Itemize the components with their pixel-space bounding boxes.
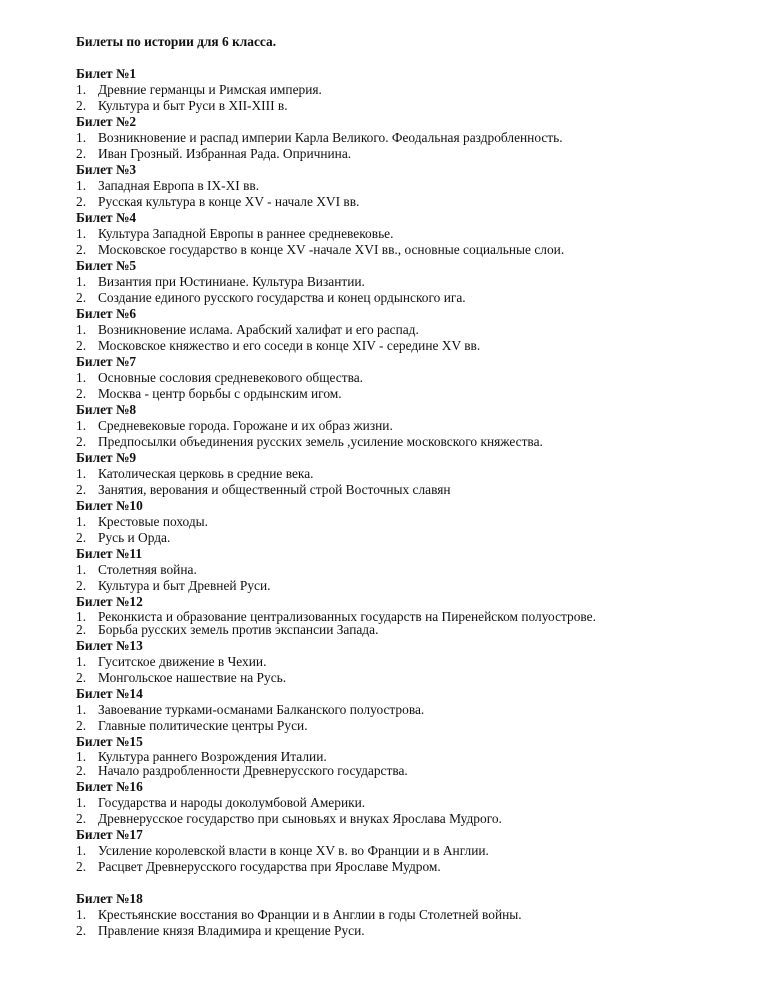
ticket-question: 2. Московское княжество и его соседи в конце XIV - середине XV вв. xyxy=(76,338,481,353)
ticket-question: 1. Средневековые города. Горожане и их образ жизни. xyxy=(76,418,393,433)
ticket-question: 2. Русская культура в конце XV - начале XVI вв. xyxy=(76,194,360,209)
ticket-question: 2. Культура и быт Руси в XII-XIII в. xyxy=(76,98,288,113)
ticket-question: 1. Крестовые походы. xyxy=(76,514,209,529)
ticket-heading: Билет №9 xyxy=(76,450,137,465)
ticket-question: 2. Москва - центр борьбы с ордынским игом. xyxy=(76,386,342,401)
ticket-question: 1. Столетняя война. xyxy=(76,562,197,577)
ticket-heading: Билет №5 xyxy=(76,258,137,273)
ticket-question: 2. Правление князя Владимира и крещение Руси. xyxy=(76,923,365,938)
ticket-heading: Билет №1 xyxy=(76,66,137,81)
ticket-question: 1. Католическая церковь в средние века. xyxy=(76,466,314,481)
ticket-question: 1. Возникновение и распад империи Карла Великого. Феодальная раздробленность. xyxy=(76,130,563,145)
ticket-heading: Билет №16 xyxy=(76,779,143,794)
ticket-heading: Билет №13 xyxy=(76,638,143,653)
ticket-question: 1. Крестьянские восстания во Франции и в Англии в годы Столетней войны. xyxy=(76,907,522,922)
ticket-question: 1. Древние германцы и Римская империя. xyxy=(76,82,322,97)
ticket-question: 2. Занятия, верования и общественный строй Восточных славян xyxy=(76,482,451,497)
ticket-question: 2. Предпосылки объединения русских земель ,усиление московского княжества. xyxy=(76,434,543,449)
ticket-question: 2. Русь и Орда. xyxy=(76,530,171,545)
document-title: Билеты по истории для 6 класса. xyxy=(76,34,277,49)
ticket-heading: Билет №12 xyxy=(76,594,143,609)
ticket-question: 2. Начало раздробленности Древнерусского государства. xyxy=(76,763,408,778)
ticket-question: 2. Борьба русских земель против экспансии Запада. xyxy=(76,622,379,637)
ticket-heading: Билет №3 xyxy=(76,162,137,177)
ticket-question: 1. Гуситское движение в Чехии. xyxy=(76,654,267,669)
ticket-question: 2. Иван Грозный. Избранная Рада. Опричнина. xyxy=(76,146,352,161)
ticket-question: 1. Культура Западной Европы в раннее средневековье. xyxy=(76,226,394,241)
ticket-question: 1. Западная Европа в IX-XI вв. xyxy=(76,178,260,193)
ticket-question: 1. Возникновение ислама. Арабский халифат и его распад. xyxy=(76,322,419,337)
ticket-heading: Билет №6 xyxy=(76,306,137,321)
ticket-question: 1. Государства и народы доколумбовой Америки. xyxy=(76,795,366,810)
ticket-question: 1. Реконкиста и образование централизованных государств на Пиренейском полуострове. xyxy=(76,609,596,624)
ticket-heading: Билет №10 xyxy=(76,498,143,513)
ticket-heading: Билет №8 xyxy=(76,402,137,417)
ticket-question: 2. Главные политические центры Руси. xyxy=(76,718,308,733)
ticket-question: 1. Завоевание турками-османами Балканского полуострова. xyxy=(76,702,425,717)
ticket-question: 2. Создание единого русского государства и конец ордынского ига. xyxy=(76,290,466,305)
ticket-question: 2. Культура и быт Древней Руси. xyxy=(76,578,271,593)
ticket-question: 1. Основные сословия средневекового общества. xyxy=(76,370,364,385)
ticket-heading: Билет №11 xyxy=(76,546,143,561)
ticket-heading: Билет №15 xyxy=(76,734,143,749)
ticket-question: 2. Монгольское нашествие на Русь. xyxy=(76,670,287,685)
ticket-heading: Билет №7 xyxy=(76,354,137,369)
ticket-question: 2. Расцвет Древнерусского государства при Ярославе Мудром. xyxy=(76,859,441,874)
ticket-question: 1. Культура раннего Возрождения Италии. xyxy=(76,749,327,764)
ticket-heading: Билет №18 xyxy=(76,891,143,906)
ticket-question: 2. Московское государство в конце XV -начале XVI вв., основные социальные слои. xyxy=(76,242,565,257)
ticket-heading: Билет №14 xyxy=(76,686,143,701)
ticket-question: 2. Древнерусское государство при сыновьях и внуках Ярослава Мудрого. xyxy=(76,811,502,826)
ticket-question: 1. Византия при Юстиниане. Культура Византии. xyxy=(76,274,365,289)
ticket-heading: Билет №2 xyxy=(76,114,137,129)
ticket-question: 1. Усиление королевской власти в конце XV в. во Франции и в Англии. xyxy=(76,843,489,858)
ticket-heading: Билет №4 xyxy=(76,210,137,225)
ticket-heading: Билет №17 xyxy=(76,827,143,842)
